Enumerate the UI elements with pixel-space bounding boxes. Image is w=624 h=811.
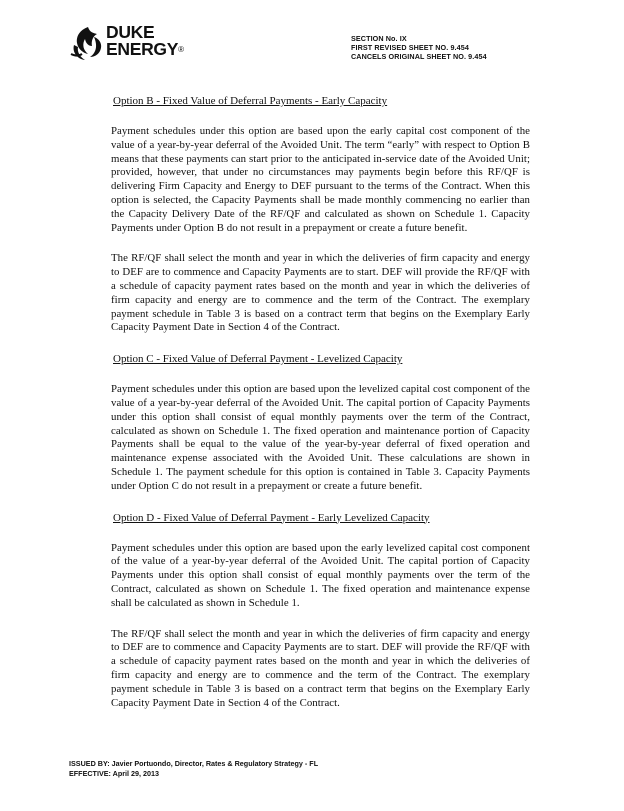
section-option-c xyxy=(111,352,530,493)
logo-line-duke: DUKE xyxy=(106,22,155,42)
paragraph: Payment schedules under this option are based upon the levelized capital cost component of the value of a year-by-year deferral of the Avoided Unit. The capital portion of Capacity Payments under this option shall consist of equal monthly payments over the term of the Contract, calculated as shown on Schedule 1. The fixed operation and maintenance portion of Capacity Payments shall be equal to the value of the year-by-year deferral of fixed operation and maintenance expense associated with the Avoided Unit. These calculations are shown in Schedule 1. The payment schedule for this option is contained in Table 3. Capacity Payments under Option C do not result in a prepayment or create a future benefit. xyxy=(111,383,530,492)
section-heading: Option D - Fixed Value of Deferral Payment - Early Levelized Capacity xyxy=(113,511,430,524)
paragraph: The RF/QF shall select the month and year in which the deliveries of firm capacity and energy to DEF are to commence and Capacity Payments are to start. DEF will provide the RF/QF with a schedule of capacity payment rates based on the month and year in which the deliveries of firm capacity and energy are to commence and the term of the Contract. The exemplary payment schedule in Table 3 is based on a contract term that begins on the Exemplary Early Capacity Payment Date in Section 4 of the Contract. xyxy=(111,252,530,334)
section-number: SECTION No. IX xyxy=(351,34,407,43)
effective-date: EFFECTIVE: April 29, 2013 xyxy=(69,769,160,778)
section-heading: Option C - Fixed Value of Deferral Payment - Levelized Capacity xyxy=(113,353,403,366)
document-body xyxy=(111,94,530,727)
revised-sheet: FIRST REVISED SHEET NO. 9.454 xyxy=(351,43,469,53)
sheet-info xyxy=(351,34,487,62)
paragraph: Payment schedules under this option are based upon the early capital cost component of the value of a year-by-year deferral of the Avoided Unit. The term “early” with respect to Option B means that these payments can start prior to the anticipated in-service date of the Avoided Unit; provided, however, that under no circumstances may payments begin before this RF/QF is delivering Firm Capacity and Energy to DEF pursuant to the terms of the Contract. When this option is selected, the Capacity Payments shall be made monthly commencing no earlier than the Capacity Delivery Date of the RF/QF and calculated as shown on Schedule 1. Capacity Payments under Option B do not result in a prepayment or create a future benefit. xyxy=(111,125,530,234)
paragraph: The RF/QF shall select the month and year in which the deliveries of firm capacity and energy to DEF are to commence and Capacity Payments are to start. DEF will provide the RF/QF with a schedule of capacity payment rates based on the month and year in which the deliveries of firm capacity and energy are to commence and the term of the Contract. The exemplary payment schedule in Table 3 is based on a contract term that begins on the Exemplary Early Capacity Payment Date in Section 4 of the Contract. xyxy=(111,627,530,709)
issued-by: ISSUED BY: Javier Portuondo, Director, Rates & Regulatory Strategy - FL xyxy=(69,759,319,768)
footer xyxy=(69,759,318,779)
section-option-d xyxy=(111,511,530,711)
paragraph: Payment schedules under this option are based upon the early levelized capital cost component of the value of a year-by-year deferral of the Avoided Unit. The capital portion of Capacity Payments under this option shall consist of equal monthly payments over the term of the Contract, calculated as shown on Schedule 1. The fixed operation and maintenance expense shall be calculated as shown in Schedule 1. xyxy=(111,541,530,609)
section-heading: Option B - Fixed Value of Deferral Payments - Early Capacity xyxy=(113,95,388,107)
duke-energy-logo xyxy=(70,22,190,66)
duke-energy-flame-icon xyxy=(70,24,106,62)
logo-line-energy: ENERGY® xyxy=(106,39,184,59)
logo-wordmark xyxy=(106,24,184,58)
cancels-sheet: CANCELS ORIGINAL SHEET NO. 9.454 xyxy=(351,52,487,62)
registered-mark: ® xyxy=(178,45,184,54)
section-option-b xyxy=(111,94,530,335)
